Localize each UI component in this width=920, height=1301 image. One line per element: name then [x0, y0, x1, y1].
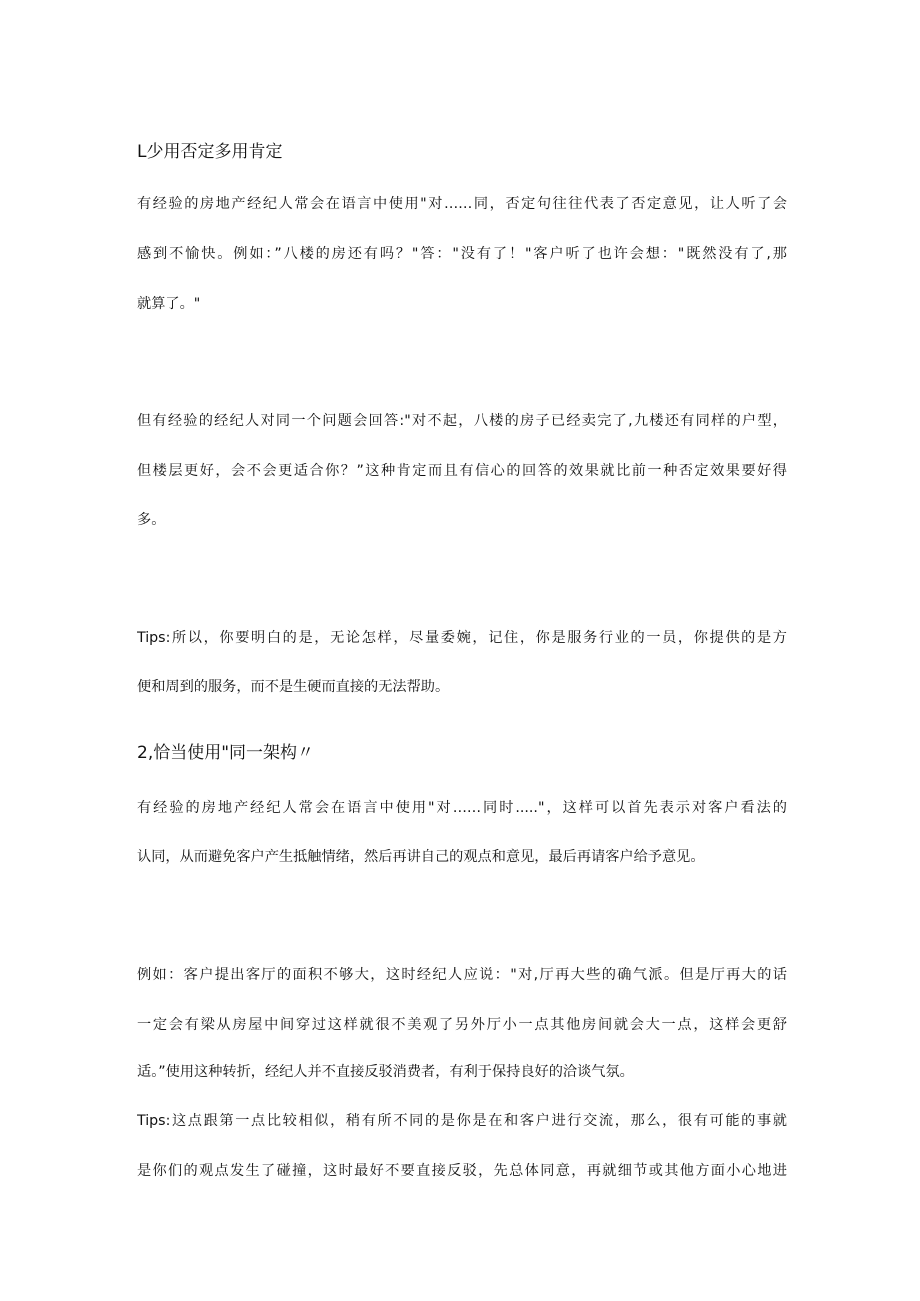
section-2-para-2-line-2: 一定会有梁从房屋中间穿过这样就很不美观了另外厅小一点其他房间就会大一点，这样会更舒	[137, 1017, 787, 1033]
section-1-para-1-line-2: 感到不愉快。例如：”八楼的房还有吗？"答："没有了！"客户听了也许会想："既然没有了,那	[137, 246, 787, 262]
section-2-heading: 2,恰当使用"同一架构〃	[137, 743, 315, 763]
section-1-para-1-line-1: 有经验的房地产经纪人常会在语言中使用"对……同，否定句往往代表了否定意见，让人听了会	[137, 196, 787, 212]
section-2-tips-line-2: 是你们的观点发生了碰撞，这时最好不要直接反驳，先总体同意，再就细节或其他方面小心地进	[137, 1163, 787, 1179]
section-2-para-1-line-1: 有经验的房地产经纪人常会在语言中使用"对……同时....."，这样可以首先表示对客户看法的	[137, 800, 787, 816]
section-1-tips-line-1: Tips:所以，你要明白的是，无论怎样，尽量委婉，记住，你是服务行业的一员，你提供的是方	[137, 630, 787, 646]
section-1-heading: L少用否定多用肯定	[137, 142, 283, 162]
section-2-para-2-line-3: 适。”使用这种转折，经纪人并不直接反驳消费者，有利于保持良好的洽谈气氛。	[137, 1064, 634, 1080]
section-2-para-1-line-2: 认同，从而避免客户产生抵触情绪，然后再讲自己的观点和意见，最后再请客户给予意见。	[137, 849, 705, 865]
section-2-para-2-line-1: 例如：客户提出客厅的面积不够大，这时经纪人应说："对,厅再大些的确气派。但是厅再大的话	[137, 967, 787, 983]
section-1-para-2-line-3: 多。	[137, 512, 166, 528]
section-2-tips-line-1: Tips:这点跟第一点比较相似，稍有所不同的是你是在和客户进行交流，那么，很有可能的事就	[137, 1113, 787, 1129]
section-1-tips-line-2: 便和周到的服务，而不是生硬而直接的无法帮助。	[137, 679, 450, 695]
section-1-para-2-line-2: 但楼层更好，会不会更适合你？”这种肯定而且有信心的回答的效果就比前一种否定效果要好得	[137, 463, 787, 479]
section-1-para-2-line-1: 但有经验的经纪人对同一个问题会回答:"对不起，八楼的房子已经卖完了,九楼还有同样的户型，	[137, 413, 787, 429]
section-1-para-1-line-3: 就算了。"	[137, 296, 201, 312]
